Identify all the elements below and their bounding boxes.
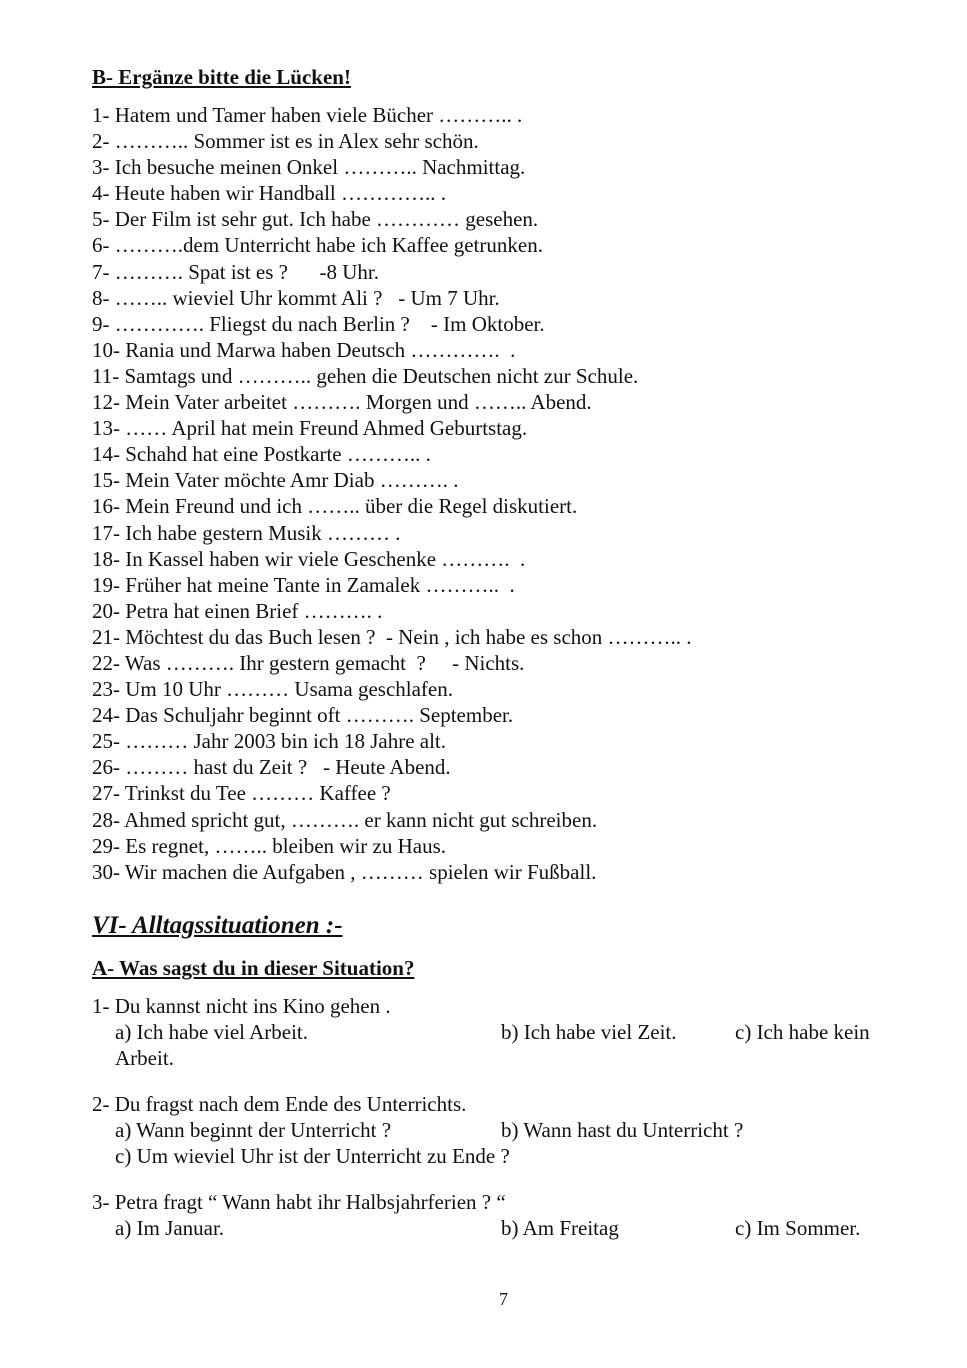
question-prompt: 1- Du kannst nicht ins Kino gehen . [92, 993, 391, 1018]
exercise-item-20: 20- Petra hat einen Brief ………. . [92, 598, 383, 623]
exercise-item-30: 30- Wir machen die Aufgaben , ……… spielen wir Fußball. [92, 859, 597, 884]
exercise-item-12: 12- Mein Vater arbeitet ………. Morgen und …….. Abend. [92, 390, 592, 415]
section-b-heading: B- Ergänze bitte die Lücken! [92, 65, 351, 89]
worksheet-page [92, 64, 892, 1261]
exercise-item-6: 6- ……….dem Unterricht habe ich Kaffee getrunken. [92, 233, 543, 258]
situation-question-3 [92, 1189, 892, 1241]
exercise-item-14: 14- Schahd hat eine Postkarte ……….. . [92, 442, 431, 467]
option-c: c) Ich habe kein [735, 1019, 870, 1044]
option-c: c) Im Sommer. [735, 1215, 861, 1240]
option-a: a) Wann beginnt der Unterricht ? [115, 1117, 392, 1142]
option-c-continuation: Arbeit. [115, 1045, 174, 1070]
exercise-item-16: 16- Mein Freund und ich …….. über die Regel diskutiert. [92, 494, 578, 519]
exercise-item-7: 7- ………. Spat ist es ? -8 Uhr. [92, 259, 379, 284]
exercise-item-2: 2- ……….. Sommer ist es in Alex sehr schön. [92, 129, 479, 154]
fill-in-exercise-list [92, 102, 892, 885]
exercise-item-11: 11- Samtags und ……….. gehen die Deutschen nicht zur Schule. [92, 363, 639, 388]
option-row [92, 1019, 892, 1045]
exercise-item-18: 18- In Kassel haben wir viele Geschenke ………. . [92, 546, 526, 571]
option-a: a) Ich habe viel Arbeit. [115, 1019, 308, 1044]
exercise-item-5: 5- Der Film ist sehr gut. Ich habe ………… gesehen. [92, 207, 539, 232]
subsection-a-heading: A- Was sagst du in dieser Situation? [92, 955, 415, 980]
exercise-item-15: 15- Mein Vater möchte Amr Diab ………. . [92, 468, 459, 493]
exercise-item-24: 24- Das Schuljahr beginnt oft ………. September. [92, 703, 514, 728]
option-b: b) Ich habe viel Zeit. [501, 1019, 677, 1044]
exercise-item-3: 3- Ich besuche meinen Onkel ……….. Nachmittag. [92, 155, 526, 180]
exercise-item-17: 17- Ich habe gestern Musik ……… . [92, 520, 401, 545]
exercise-item-10: 10- Rania und Marwa haben Deutsch …………. . [92, 337, 516, 362]
option-b: b) Wann hast du Unterricht ? [501, 1117, 744, 1142]
exercise-item-8: 8- …….. wieviel Uhr kommt Ali ? - Um 7 Uhr. [92, 285, 500, 310]
exercise-item-9: 9- …………. Fliegst du nach Berlin ? - Im Oktober. [92, 311, 545, 336]
exercise-item-26: 26- ……… hast du Zeit ? - Heute Abend. [92, 755, 451, 780]
exercise-item-29: 29- Es regnet, …….. bleiben wir zu Haus. [92, 833, 446, 858]
exercise-item-19: 19- Früher hat meine Tante in Zamalek ……….. . [92, 572, 515, 597]
option-c: c) Um wieviel Uhr ist der Unterricht zu Ende ? [115, 1143, 510, 1168]
exercise-item-1: 1- Hatem und Tamer haben viele Bücher ……….. . [92, 103, 523, 127]
option-row [92, 1215, 892, 1241]
section-vi-title: VI- Alltagssituationen :- [92, 911, 343, 939]
option-b: b) Am Freitag [501, 1215, 619, 1240]
question-prompt: 3- Petra fragt “ Wann habt ihr Halbsjahrferien ? “ [92, 1189, 506, 1214]
question-prompt: 2- Du fragst nach dem Ende des Unterrichts. [92, 1091, 467, 1116]
situation-question-2 [92, 1091, 892, 1169]
option-a: a) Im Januar. [115, 1215, 225, 1240]
exercise-item-27: 27- Trinkst du Tee ……… Kaffee ? [92, 781, 391, 806]
page-number: 7 [499, 1289, 508, 1309]
exercise-item-22: 22- Was ………. Ihr gestern gemacht ? - Nichts. [92, 650, 525, 675]
exercise-item-13: 13- …… April hat mein Freund Ahmed Geburtstag. [92, 416, 528, 441]
option-row [92, 1117, 892, 1143]
situation-question-1 [92, 993, 892, 1071]
exercise-item-25: 25- ……… Jahr 2003 bin ich 18 Jahre alt. [92, 729, 447, 754]
exercise-item-4: 4- Heute haben wir Handball ………….. . [92, 181, 446, 206]
exercise-item-23: 23- Um 10 Uhr ……… Usama geschlafen. [92, 677, 453, 702]
exercise-item-21: 21- Möchtest du das Buch lesen ? - Nein , ich habe es schon ……….. . [92, 624, 692, 649]
exercise-item-28: 28- Ahmed spricht gut, ………. er kann nicht gut schreiben. [92, 807, 598, 832]
